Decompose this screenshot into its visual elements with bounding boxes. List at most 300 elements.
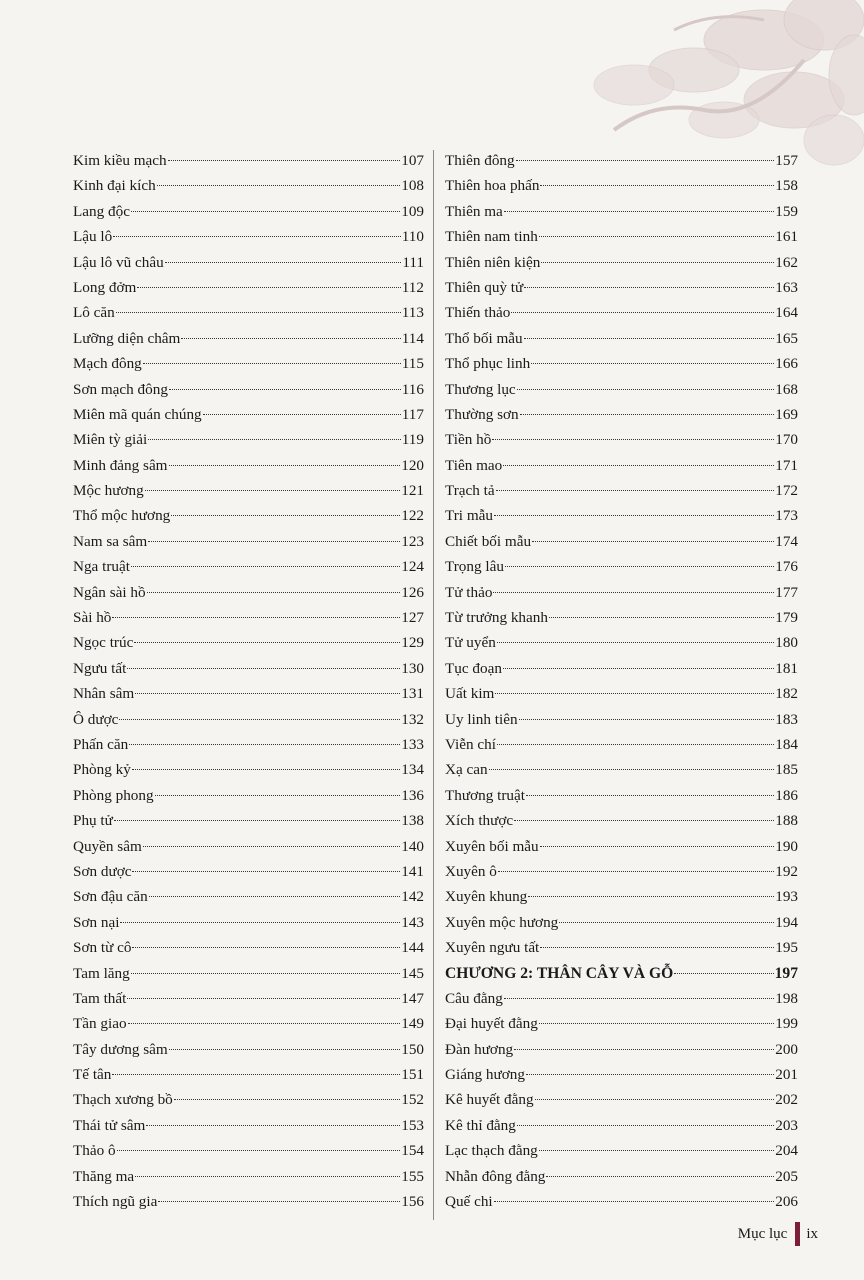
toc-entry-title: Lậu lô xyxy=(73,228,113,246)
toc-entry-title: Sơn nại xyxy=(73,913,120,931)
toc-entry-title: Nhẫn đông đằng xyxy=(445,1167,546,1185)
toc-entry-title: Trọng lâu xyxy=(445,558,504,576)
toc-entry-title: Tử uyển xyxy=(445,634,496,652)
toc-entry-page: 177 xyxy=(775,583,798,601)
toc-entry[interactable] xyxy=(73,834,424,859)
toc-dot-leader xyxy=(148,439,401,440)
toc-entry[interactable] xyxy=(73,402,424,427)
toc-entry-page: 120 xyxy=(401,456,424,474)
toc-dot-leader xyxy=(181,338,400,339)
toc-entry[interactable] xyxy=(73,300,424,325)
toc-entry-title: Tam thất xyxy=(73,989,127,1007)
toc-dot-leader xyxy=(559,922,774,923)
toc-entry-page: 140 xyxy=(401,837,424,855)
toc-entry[interactable] xyxy=(73,808,424,833)
toc-dot-leader xyxy=(135,693,400,694)
toc-entry-page: 109 xyxy=(401,202,424,220)
toc-dot-leader xyxy=(524,287,774,288)
toc-chapter-heading[interactable] xyxy=(445,961,798,986)
toc-entry[interactable] xyxy=(73,630,424,655)
toc-dot-leader xyxy=(129,744,400,745)
toc-entry-title: Xuyên ngưu tất xyxy=(445,939,540,957)
toc-entry-title: Mộc hương xyxy=(73,482,144,500)
toc-entry[interactable] xyxy=(73,275,424,300)
toc-dot-leader xyxy=(134,642,400,643)
toc-entry-page: 202 xyxy=(775,1091,798,1109)
toc-entry-page: 157 xyxy=(775,152,798,169)
page-footer xyxy=(738,1222,818,1246)
toc-entry-page: 162 xyxy=(775,253,798,271)
toc-entry-title: Chiết bối mẫu xyxy=(445,532,532,550)
toc-entry-page: 180 xyxy=(775,634,798,652)
toc-entry-page: 141 xyxy=(401,862,424,880)
toc-entry[interactable] xyxy=(445,554,798,579)
toc-entry-page: 126 xyxy=(401,583,424,601)
toc-entry[interactable] xyxy=(73,199,424,224)
toc-dot-leader xyxy=(113,236,401,237)
toc-entry[interactable] xyxy=(445,580,798,605)
footer-page-number: ix xyxy=(806,1225,818,1242)
toc-dot-leader xyxy=(158,1201,400,1202)
toc-entry-page: 158 xyxy=(775,177,798,195)
toc-entry-title: Thiên đông xyxy=(445,152,515,169)
toc-entry-title: Tây dương sâm xyxy=(73,1040,168,1058)
toc-dot-leader xyxy=(526,795,774,796)
toc-entry-page: 110 xyxy=(401,228,424,246)
toc-entry[interactable] xyxy=(445,656,798,681)
toc-entry[interactable] xyxy=(73,478,424,503)
toc-entry-page: 122 xyxy=(401,507,424,525)
toc-entry[interactable] xyxy=(445,275,798,300)
toc-entry-page: 129 xyxy=(401,634,424,652)
toc-entry[interactable] xyxy=(73,1062,424,1087)
toc-dot-leader xyxy=(524,338,775,339)
toc-entry[interactable] xyxy=(445,503,798,528)
toc-entry[interactable] xyxy=(73,173,424,198)
toc-dot-leader xyxy=(127,998,400,999)
toc-entry-page: 194 xyxy=(775,913,798,931)
toc-entry-title: Kê thỉ đằng xyxy=(445,1116,516,1134)
toc-entry-page: 201 xyxy=(775,1066,798,1084)
toc-entry[interactable] xyxy=(445,910,798,935)
toc-dot-leader xyxy=(148,541,400,542)
toc-entry[interactable] xyxy=(445,783,798,808)
toc-entry-title: Tế tân xyxy=(73,1066,112,1084)
toc-dot-leader xyxy=(539,236,774,237)
toc-dot-leader xyxy=(496,490,775,491)
toc-dot-leader xyxy=(526,1074,774,1075)
toc-entry[interactable] xyxy=(73,732,424,757)
toc-entry-title: Sơn dược xyxy=(73,862,132,880)
toc-entry[interactable] xyxy=(445,1113,798,1138)
toc-entry-page: 154 xyxy=(401,1142,424,1160)
toc-entry-page: 131 xyxy=(401,685,424,703)
toc-entry-title: Miên tỳ giải xyxy=(73,431,148,449)
toc-entry-page: 197 xyxy=(774,964,798,982)
toc-entry[interactable] xyxy=(73,656,424,681)
toc-entry[interactable] xyxy=(73,148,424,173)
toc-entry-page: 171 xyxy=(775,456,798,474)
toc-entry-title: Tri mẫu xyxy=(445,507,493,525)
toc-dot-leader xyxy=(168,160,401,161)
toc-dot-leader xyxy=(132,871,400,872)
toc-entry[interactable] xyxy=(73,377,424,402)
toc-dot-leader xyxy=(516,160,775,161)
toc-entry-page: 123 xyxy=(401,532,424,550)
toc-entry-title: Xuyên bối mẫu xyxy=(445,837,539,855)
toc-dot-leader xyxy=(114,820,400,821)
toc-entry-page: 185 xyxy=(775,761,798,779)
toc-dot-leader xyxy=(143,846,400,847)
toc-entry-page: 145 xyxy=(401,964,424,982)
toc-dot-leader xyxy=(519,719,775,720)
toc-entry-title: Long đởm xyxy=(73,278,137,296)
toc-dot-leader xyxy=(504,211,774,212)
toc-entry-page: 147 xyxy=(401,989,424,1007)
toc-entry-title: Lậu lô vũ châu xyxy=(73,253,164,271)
toc-entry-title: Thiến thảo xyxy=(445,304,511,322)
toc-entry-page: 190 xyxy=(775,837,798,855)
toc-dot-leader xyxy=(493,592,774,593)
toc-entry-page: 195 xyxy=(775,939,798,957)
toc-dot-leader xyxy=(517,389,775,390)
toc-dot-leader xyxy=(546,1176,774,1177)
toc-entry-page: 170 xyxy=(775,431,798,449)
toc-entry-page: 166 xyxy=(775,355,798,373)
toc-dot-leader xyxy=(174,1099,400,1100)
toc-entry-title: Thiên hoa phấn xyxy=(445,177,540,195)
toc-entry-title: Thổ bối mẫu xyxy=(445,329,523,347)
toc-dot-leader xyxy=(503,668,774,669)
toc-dot-leader xyxy=(495,693,774,694)
toc-entry[interactable] xyxy=(445,986,798,1011)
toc-dot-leader xyxy=(169,465,401,466)
toc-dot-leader xyxy=(505,566,774,567)
toc-dot-leader xyxy=(517,1125,774,1126)
toc-entry-page: 144 xyxy=(401,939,424,957)
toc-dot-leader xyxy=(157,185,401,186)
toc-dot-leader xyxy=(489,769,775,770)
toc-entry-page: 111 xyxy=(402,253,424,271)
toc-dot-leader xyxy=(117,1150,401,1151)
toc-entry[interactable] xyxy=(73,1189,424,1214)
toc-entry[interactable] xyxy=(73,910,424,935)
toc-dot-leader xyxy=(171,515,400,516)
toc-entry[interactable] xyxy=(445,1037,798,1062)
toc-dot-leader xyxy=(120,922,400,923)
toc-entry[interactable] xyxy=(73,961,424,986)
toc-entry-page: 168 xyxy=(775,380,798,398)
toc-dot-leader xyxy=(528,896,774,897)
toc-entry-title: Thiên ma xyxy=(445,202,503,220)
toc-dot-leader xyxy=(514,1049,774,1050)
toc-entry-page: 198 xyxy=(775,989,798,1007)
toc-entry-page: 121 xyxy=(401,482,424,500)
toc-entry[interactable] xyxy=(445,173,798,198)
toc-entry-title: Xích thược xyxy=(445,812,514,830)
toc-entry-title: Thổ phục linh xyxy=(445,355,531,373)
toc-dot-leader xyxy=(132,947,400,948)
toc-entry-title: Thương lục xyxy=(445,380,516,398)
toc-entry[interactable] xyxy=(445,1087,798,1112)
toc-entry-page: 156 xyxy=(401,1193,424,1211)
toc-entry-title: Kinh đại kích xyxy=(73,177,156,195)
toc-entry-title: Xuyên ô xyxy=(445,862,497,880)
toc-entry[interactable] xyxy=(73,783,424,808)
toc-entry[interactable] xyxy=(73,707,424,732)
toc-entry-page: 113 xyxy=(401,304,424,322)
toc-entry-page: 193 xyxy=(775,888,798,906)
toc-entry[interactable] xyxy=(445,250,798,275)
toc-entry-title: Tiên mao xyxy=(445,456,503,474)
toc-dot-leader xyxy=(131,566,400,567)
toc-entry-title: Ngưu tất xyxy=(73,659,127,677)
toc-entry[interactable] xyxy=(445,529,798,554)
toc-entry[interactable] xyxy=(73,884,424,909)
toc-entry-title: Tử thảo xyxy=(445,583,493,601)
toc-dot-leader xyxy=(143,363,401,364)
toc-entry[interactable] xyxy=(73,1113,424,1138)
toc-entry-page: 124 xyxy=(401,558,424,576)
toc-entry-page: 116 xyxy=(401,380,424,398)
toc-entry[interactable] xyxy=(445,224,798,249)
toc-entry-title: Quế chi xyxy=(445,1193,493,1211)
toc-entry-page: 130 xyxy=(401,659,424,677)
toc-entry[interactable] xyxy=(445,732,798,757)
toc-entry[interactable] xyxy=(445,1164,798,1189)
toc-entry-page: 150 xyxy=(401,1040,424,1058)
toc-dot-leader xyxy=(131,973,401,974)
toc-entry-title: Phấn căn xyxy=(73,735,129,753)
toc-dot-leader xyxy=(169,389,401,390)
toc-entry-title: Ô dược xyxy=(73,710,119,728)
toc-dot-leader xyxy=(674,973,773,974)
toc-entry-title: Mạch đông xyxy=(73,355,142,373)
toc-dot-leader xyxy=(128,1023,401,1024)
toc-entry-page: 165 xyxy=(775,329,798,347)
toc-dot-leader xyxy=(494,515,774,516)
toc-dot-leader xyxy=(203,414,401,415)
toc-entry-title: Thạch xương bồ xyxy=(73,1091,173,1109)
toc-entry-page: 143 xyxy=(401,913,424,931)
toc-entry[interactable] xyxy=(445,300,798,325)
toc-dot-leader xyxy=(146,1125,400,1126)
toc-dot-leader xyxy=(147,592,401,593)
toc-entry-title: Tam lăng xyxy=(73,964,130,982)
toc-entry-page: 151 xyxy=(401,1066,424,1084)
toc-entry[interactable] xyxy=(73,986,424,1011)
toc-entry-title: Viễn chí xyxy=(445,735,496,753)
toc-dot-leader xyxy=(497,744,774,745)
toc-entry-page: 199 xyxy=(775,1015,798,1033)
toc-dot-leader xyxy=(540,947,774,948)
toc-entry-page: 206 xyxy=(775,1193,798,1211)
toc-dot-leader xyxy=(514,820,774,821)
toc-entry-title: Minh đảng sâm xyxy=(73,456,168,474)
toc-dot-leader xyxy=(127,668,400,669)
toc-dot-leader xyxy=(541,262,774,263)
toc-entry[interactable] xyxy=(445,427,798,452)
toc-entry-page: 134 xyxy=(401,761,424,779)
toc-entry[interactable] xyxy=(73,503,424,528)
toc-entry-page: 149 xyxy=(401,1015,424,1033)
toc-entry-title: Thích ngũ gia xyxy=(73,1193,158,1211)
toc-entry[interactable] xyxy=(445,478,798,503)
toc-left-column xyxy=(73,148,424,1214)
toc-entry[interactable] xyxy=(445,859,798,884)
toc-entry-title: Ngân sài hồ xyxy=(73,583,146,601)
toc-dot-leader xyxy=(119,719,400,720)
toc-entry[interactable] xyxy=(445,834,798,859)
toc-entry[interactable] xyxy=(445,707,798,732)
toc-entry-page: 186 xyxy=(775,786,798,804)
toc-entry-page: 184 xyxy=(775,735,798,753)
toc-dot-leader xyxy=(149,896,401,897)
toc-entry-title: Uất kim xyxy=(445,685,495,703)
toc-entry-title: Câu đằng xyxy=(445,989,503,1007)
toc-entry[interactable] xyxy=(445,884,798,909)
toc-dot-leader xyxy=(540,846,775,847)
toc-entry-title: Đại huyết đằng xyxy=(445,1015,538,1033)
toc-entry-page: 159 xyxy=(775,202,798,220)
toc-entry[interactable] xyxy=(73,580,424,605)
toc-entry-title: Ngọc trúc xyxy=(73,634,134,652)
toc-entry-title: Tiền hồ xyxy=(445,431,492,449)
toc-entry[interactable] xyxy=(73,935,424,960)
toc-dot-leader xyxy=(155,795,401,796)
toc-entry-title: Phòng kỷ xyxy=(73,761,131,779)
toc-entry[interactable] xyxy=(445,1011,798,1036)
toc-entry[interactable] xyxy=(445,1062,798,1087)
toc-dot-leader xyxy=(520,414,775,415)
toc-entry[interactable] xyxy=(73,427,424,452)
toc-entry[interactable] xyxy=(445,630,798,655)
toc-entry-page: 115 xyxy=(401,355,424,373)
toc-entry[interactable] xyxy=(445,402,798,427)
toc-entry-title: Sơn đậu căn xyxy=(73,888,148,906)
toc-entry-page: 155 xyxy=(401,1167,424,1185)
toc-entry-title: Đàn hương xyxy=(445,1040,514,1058)
toc-dot-leader xyxy=(165,262,402,263)
toc-entry[interactable] xyxy=(73,529,424,554)
toc-entry[interactable] xyxy=(73,757,424,782)
toc-entry-title: Quyền sâm xyxy=(73,837,142,855)
toc-entry-title: Phụ tử xyxy=(73,812,113,830)
toc-entry[interactable] xyxy=(445,757,798,782)
toc-entry[interactable] xyxy=(73,326,424,351)
toc-dot-leader xyxy=(116,312,401,313)
toc-entry-title: Sài hồ xyxy=(73,609,112,627)
toc-entry-title: Thiên quỳ tử xyxy=(445,278,524,296)
toc-entry-title: CHƯƠNG 2: THÂN CÂY VÀ GỖ xyxy=(445,964,674,982)
toc-dot-leader xyxy=(492,439,774,440)
toc-entry[interactable] xyxy=(73,1087,424,1112)
toc-entry-page: 152 xyxy=(401,1091,424,1109)
toc-entry[interactable] xyxy=(445,199,798,224)
toc-entry[interactable] xyxy=(73,1164,424,1189)
toc-entry[interactable] xyxy=(73,224,424,249)
toc-entry-page: 138 xyxy=(401,812,424,830)
toc-entry-page: 114 xyxy=(401,329,424,347)
toc-entry-title: Nhân sâm xyxy=(73,685,135,703)
toc-entry-title: Thăng ma xyxy=(73,1167,135,1185)
toc-entry-title: Thảo ô xyxy=(73,1142,116,1160)
toc-entry[interactable] xyxy=(73,681,424,706)
toc-entry-page: 136 xyxy=(401,786,424,804)
toc-entry[interactable] xyxy=(445,808,798,833)
toc-right-column xyxy=(445,148,798,1214)
toc-entry-title: Kê huyết đằng xyxy=(445,1091,534,1109)
toc-entry-page: 107 xyxy=(401,152,424,169)
toc-entry[interactable] xyxy=(445,935,798,960)
toc-entry[interactable] xyxy=(73,1138,424,1163)
toc-entry-page: 112 xyxy=(401,278,424,296)
toc-entry[interactable] xyxy=(73,453,424,478)
toc-entry-page: 173 xyxy=(775,507,798,525)
toc-entry-page: 133 xyxy=(401,735,424,753)
toc-entry-page: 179 xyxy=(775,609,798,627)
toc-entry[interactable] xyxy=(445,1138,798,1163)
toc-entry[interactable] xyxy=(73,1037,424,1062)
toc-dot-leader xyxy=(112,617,400,618)
toc-entry[interactable] xyxy=(73,554,424,579)
footer-accent-bar xyxy=(795,1222,800,1246)
toc-entry[interactable] xyxy=(73,351,424,376)
toc-entry-title: Từ trưởng khanh xyxy=(445,609,548,627)
toc-entry[interactable] xyxy=(445,377,798,402)
toc-entry-title: Lang độc xyxy=(73,202,130,220)
toc-dot-leader xyxy=(540,185,774,186)
toc-entry[interactable] xyxy=(445,681,798,706)
footer-section-label: Mục lục xyxy=(737,1225,788,1242)
toc-entry-title: Thường sơn xyxy=(445,405,519,423)
toc-dot-leader xyxy=(531,363,774,364)
toc-entry-page: 205 xyxy=(775,1167,798,1185)
toc-entry-page: 200 xyxy=(775,1040,798,1058)
floral-ornament-decoration xyxy=(574,0,864,170)
toc-entry[interactable] xyxy=(445,453,798,478)
toc-dot-leader xyxy=(539,1023,774,1024)
toc-entry[interactable] xyxy=(445,148,798,173)
toc-dot-leader xyxy=(498,871,774,872)
toc-entry-title: Giáng hương xyxy=(445,1066,525,1084)
toc-dot-leader xyxy=(145,490,401,491)
toc-entry-page: 142 xyxy=(401,888,424,906)
toc-dot-leader xyxy=(497,642,774,643)
toc-entry[interactable] xyxy=(445,351,798,376)
toc-entry-title: Trạch tả xyxy=(445,482,495,500)
toc-entry-page: 164 xyxy=(775,304,798,322)
toc-entry[interactable] xyxy=(445,1189,798,1214)
toc-entry-title: Lưỡng diện châm xyxy=(73,329,181,347)
toc-entry[interactable] xyxy=(73,859,424,884)
toc-entry-page: 127 xyxy=(401,609,424,627)
toc-entry-title: Tần giao xyxy=(73,1015,127,1033)
toc-entry[interactable] xyxy=(73,250,424,275)
toc-entry-page: 182 xyxy=(775,685,798,703)
toc-entry[interactable] xyxy=(73,1011,424,1036)
toc-dot-leader xyxy=(504,998,774,999)
toc-dot-leader xyxy=(549,617,774,618)
toc-entry[interactable] xyxy=(73,605,424,630)
toc-dot-leader xyxy=(532,541,774,542)
toc-entry[interactable] xyxy=(445,605,798,630)
toc-entry-title: Thái tử sâm xyxy=(73,1116,146,1134)
toc-entry-page: 153 xyxy=(401,1116,424,1134)
toc-entry[interactable] xyxy=(445,326,798,351)
toc-entry-title: Phòng phong xyxy=(73,786,154,804)
toc-entry-page: 192 xyxy=(775,862,798,880)
